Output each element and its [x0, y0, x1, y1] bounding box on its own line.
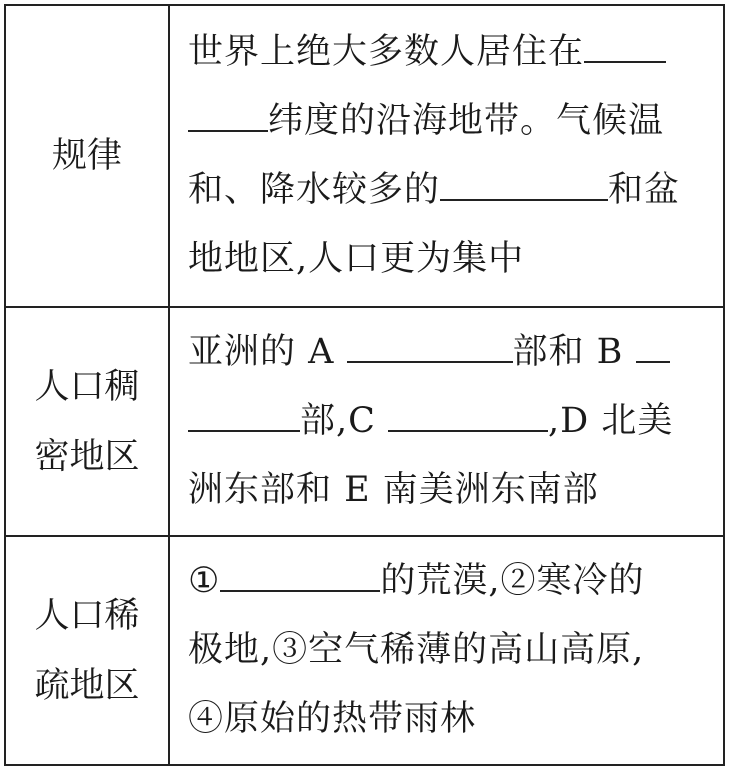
text-line: [188, 456, 709, 525]
text-line: [188, 18, 709, 87]
row-header-label: 疏地区: [34, 665, 140, 706]
row-header-dense: [5, 307, 169, 536]
text-segment: 地地区,人口更为集中: [188, 239, 525, 279]
answer-blank[interactable]: [188, 97, 268, 132]
answer-blank[interactable]: [347, 328, 513, 363]
table-row: [5, 5, 724, 307]
answer-blank[interactable]: [388, 397, 548, 432]
text-segment: 部和 B: [512, 332, 636, 372]
row-header-rule: [5, 5, 169, 307]
answer-blank[interactable]: [188, 397, 300, 432]
text-segment: ,D 北美: [548, 401, 674, 441]
text-segment: 部,C: [300, 401, 389, 441]
table-row: [5, 536, 724, 765]
table-row: [5, 307, 724, 536]
text-segment: 的荒漠,②寒冷的: [380, 561, 645, 601]
answer-blank[interactable]: [584, 28, 666, 63]
row-content-dense: [169, 307, 724, 536]
text-line: [188, 156, 709, 225]
text-line: [188, 616, 709, 685]
row-header-sparse: [5, 536, 169, 765]
text-segment: 纬度的沿海地带。气候温: [268, 101, 665, 141]
answer-blank[interactable]: [440, 166, 608, 201]
row-content-rule: [169, 5, 724, 307]
text-line: [188, 318, 709, 387]
text-segment: 和、降水较多的: [188, 170, 441, 210]
text-line: [188, 387, 709, 456]
text-line: [188, 225, 709, 294]
knowledge-table: [4, 4, 725, 766]
text-segment: 洲东部和 E 南美洲东南部: [188, 470, 599, 510]
text-segment: ①: [188, 561, 221, 601]
text-line: [188, 547, 709, 616]
text-segment: 世界上绝大多数人居住在: [188, 32, 585, 72]
answer-blank[interactable]: [636, 328, 670, 363]
row-header-label: 规律: [51, 136, 122, 176]
row-header-label: 密地区: [34, 436, 140, 477]
text-line: [188, 87, 709, 156]
row-header-label: 人口稀: [34, 595, 140, 636]
text-segment: 极地,③空气稀薄的高山高原,: [188, 630, 645, 670]
text-segment: ④原始的热带雨林: [188, 699, 477, 739]
row-content-sparse: [169, 536, 724, 765]
row-header-label: 人口稠: [34, 366, 140, 407]
text-segment: 和盆: [608, 170, 681, 210]
answer-blank[interactable]: [220, 557, 380, 592]
text-line: [188, 685, 709, 754]
text-segment: 亚洲的 A: [188, 332, 347, 372]
